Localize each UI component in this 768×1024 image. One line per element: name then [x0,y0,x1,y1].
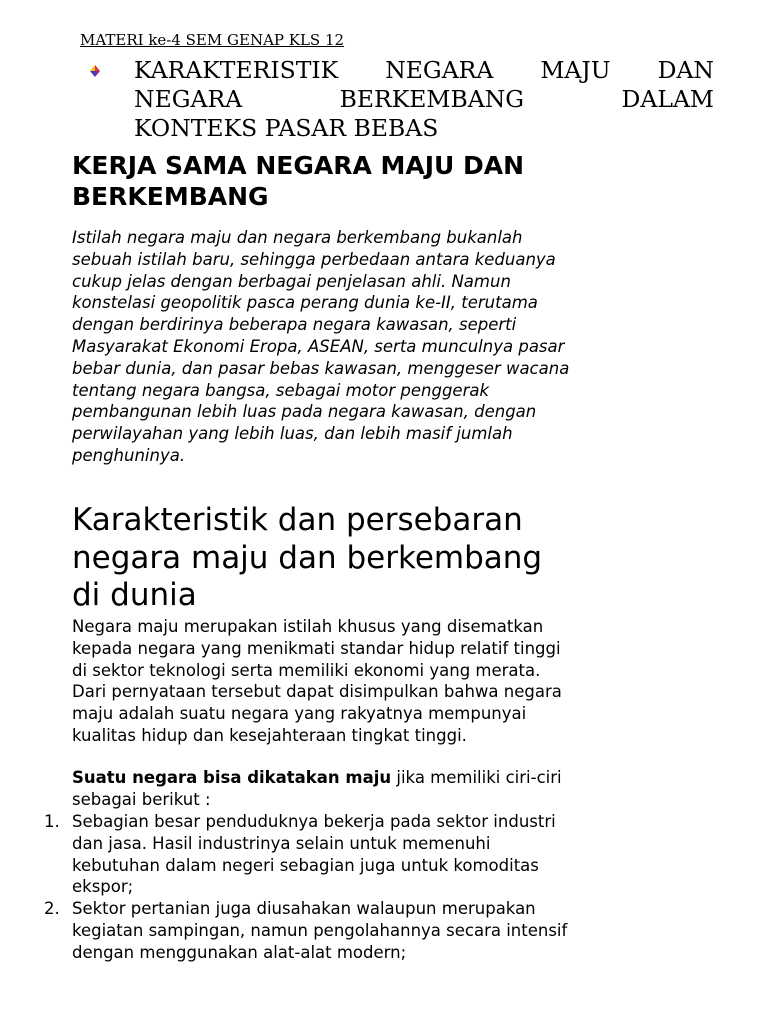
list-item [44,898,734,963]
section-heading [72,150,692,212]
heading-line: di dunia [72,577,197,613]
list-item-line: kebutuhan dalam negeri sebagian juga untuk komoditas [72,855,539,875]
intro-line: cukup jelas dengan berbagai penjelasan ahli. Namun [72,271,511,291]
intro-paragraph [72,227,722,467]
main-title-line: KONTEKS PASAR BEBAS [134,114,439,142]
body-line: maju adalah suatu negara yang rakyatnya mempunyai [72,704,527,724]
criteria-bold-text: Suatu negara bisa dikatakan maju [72,768,392,787]
criteria-rest-text: jika memiliki ciri-ciri [391,768,562,787]
intro-line: bebar dunia, dan pasar bebas kawasan, menggeser wacana [72,358,570,378]
list-item [44,811,734,898]
body-line: Dari pernyataan tersebut dapat disimpulkan bahwa negara [72,682,562,702]
heading-line: Karakteristik dan persebaran [72,502,523,538]
list-item-line: Sebagian besar penduduknya bekerja pada sektor industri [72,812,556,831]
list-item-line: kegiatan sampingan, namun pengolahannya secara intensif [72,920,568,940]
list-item-line: dengan menggunakan alat-alat modern; [72,942,407,962]
main-title-line: KARAKTERISTIK NEGARA MAJU DAN [134,56,714,84]
criteria-intro [72,767,722,811]
criteria-line: sebagai berikut : [72,789,211,809]
list-item-line: dan jasa. Hasil industrinya selain untuk memenuhi [72,833,491,853]
definition-paragraph [72,616,722,747]
intro-line: perwilayahan yang lebih luas, dan lebih masif jumlah [72,424,513,444]
list-number: 1. [44,812,60,831]
body-line: di sektor teknologi serta memiliki ekonomi yang merata. [72,660,541,680]
intro-line: tentang negara bangsa, sebagai motor penggerak [72,380,490,400]
criteria-list [44,811,734,964]
characteristics-heading [72,502,732,615]
heading-line: negara maju dan berkembang [72,539,543,576]
list-number: 2. [44,899,60,919]
body-line: Negara maju merupakan istilah khusus yang disematkan [72,617,544,636]
main-title [134,56,714,143]
main-title-line: NEGARA BERKEMBANG DALAM [134,85,714,113]
intro-line: konstelasi geopolitik pasca perang dunia ke-II, terutama [72,293,538,313]
list-item-line: Sektor pertanian juga diusahakan walaupun merupakan [72,899,536,919]
section-heading-line: BERKEMBANG [72,182,269,211]
intro-line: Istilah negara maju dan negara berkembang bukanlah [72,228,523,247]
criteria-line [72,767,722,789]
intro-line: pembangunan lebih luas pada negara kawasan, dengan [72,402,537,422]
list-item-line: ekspor; [72,877,134,897]
intro-line: penghuninya. [72,445,186,465]
body-line: kepada negara yang menikmati standar hidup relatif tinggi [72,638,561,658]
material-header: MATERI ke-4 SEM GENAP KLS 12 [80,31,345,49]
diamond-bullet-icon [88,64,102,78]
intro-line: Masyarakat Ekonomi Eropa, ASEAN, serta munculnya pasar [72,336,565,356]
section-heading-line: KERJA SAMA NEGARA MAJU DAN [72,151,525,180]
body-line: kualitas hidup dan kesejahteraan tingkat tinggi. [72,725,467,745]
intro-line: sebuah istilah baru, sehingga perbedaan antara keduanya [72,249,556,269]
intro-line: dengan berdirinya beberapa negara kawasan, seperti [72,315,517,335]
